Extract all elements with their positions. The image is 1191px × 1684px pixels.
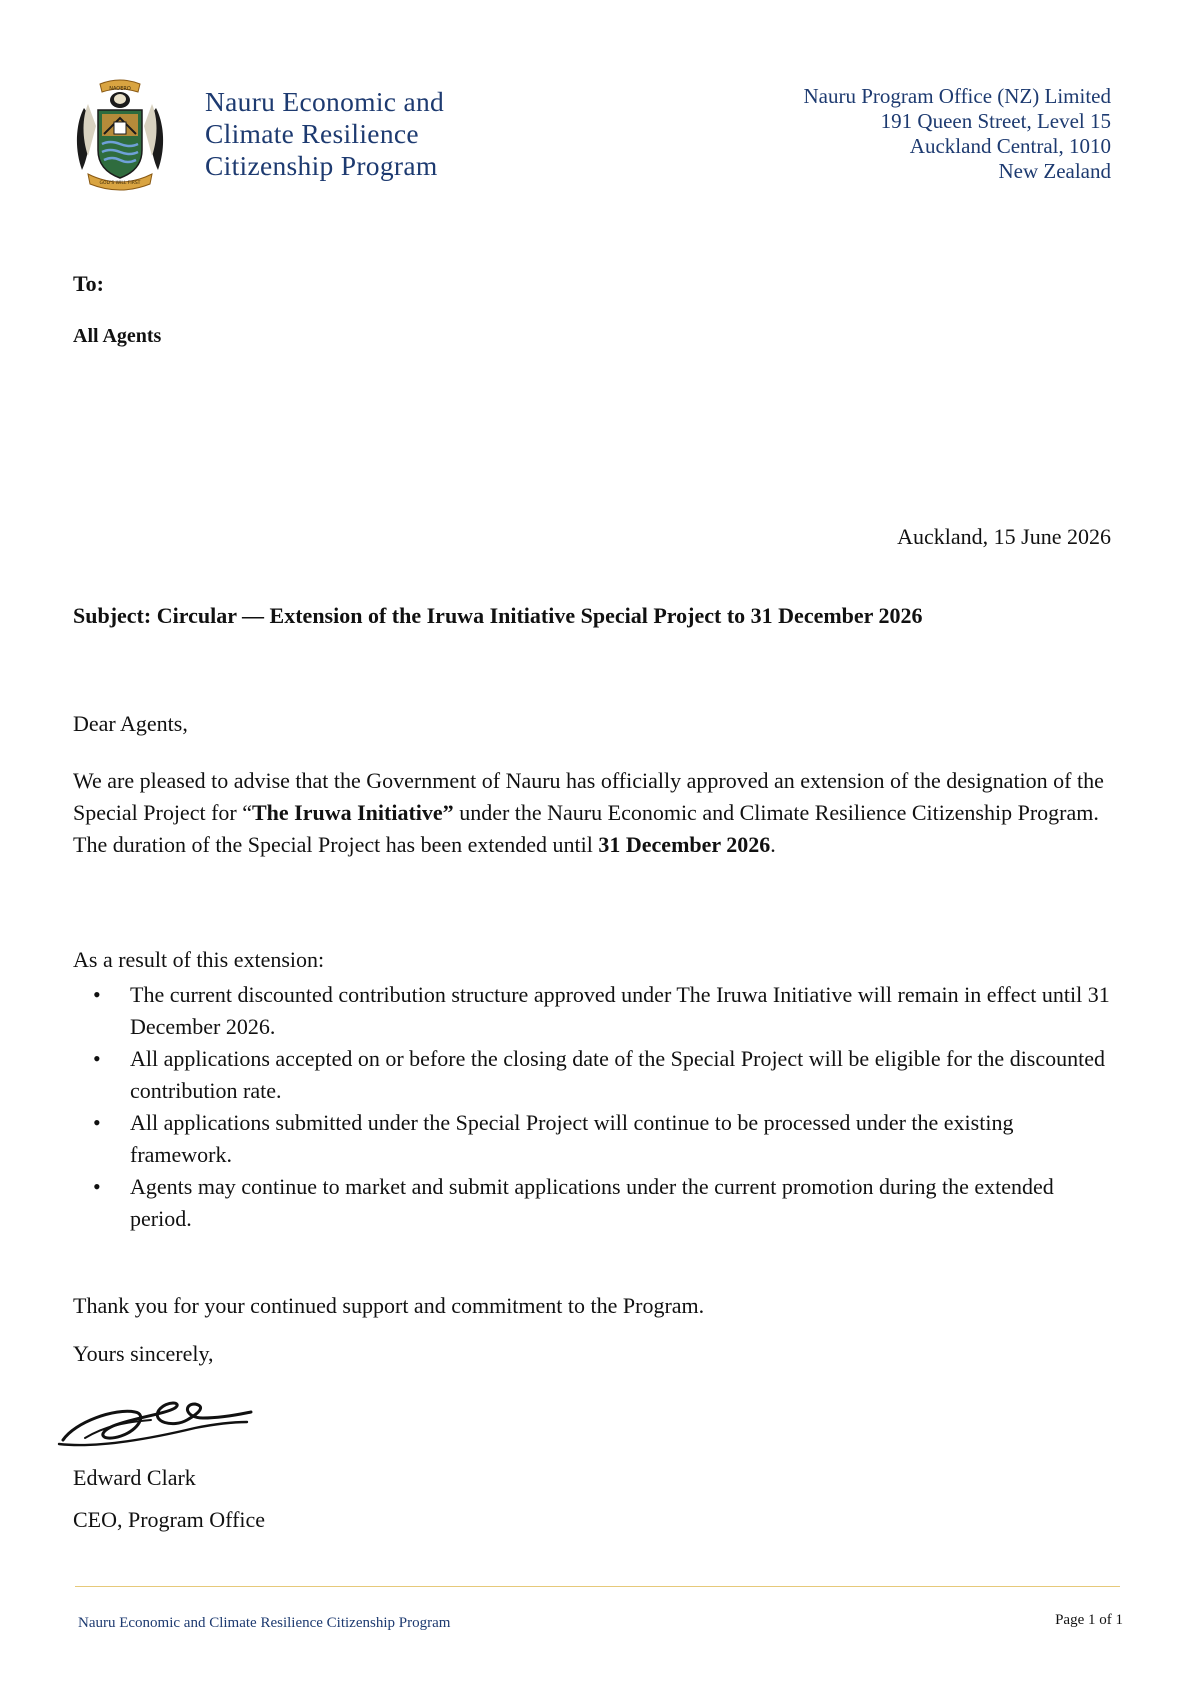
page-number: Page 1 of 1 <box>1055 1612 1123 1628</box>
list-item: • All applications submitted under the Special Project will continue to be processed under the existing framework. <box>73 1107 1118 1171</box>
body-text: . <box>770 832 776 857</box>
subject-line: Subject: Circular — Extension of the Iruwa Initiative Special Project to 31 December 2026 <box>73 603 923 628</box>
closing-line: Yours sincerely, <box>73 1341 214 1366</box>
list-item: • The current discounted contribution structure approved under The Iruwa Initiative will remain in effect until 31 December 2026. <box>73 979 1118 1043</box>
handwritten-signature <box>55 1378 255 1458</box>
bullet-list <box>73 979 1118 1235</box>
office-address-line: 191 Queen Street, Level 15 <box>880 109 1111 133</box>
nauru-emblem-icon <box>74 78 166 194</box>
body-text: under the Nauru Economic and Climate Resilience Citizenship Program. The duration of the Special Project has been extended until <box>73 800 1099 857</box>
project-name: The Iruwa Initiative” <box>252 800 454 825</box>
organization-name <box>205 86 444 182</box>
body-paragraph <box>73 765 1113 861</box>
thanks-line: Thank you for your continued support and commitment to the Program. <box>73 1293 705 1318</box>
emblem-motto-text: GOD'S WILL FIRST <box>99 181 141 186</box>
recipient-label: To: <box>73 271 104 296</box>
organization-name-line: Nauru Economic and <box>205 86 445 117</box>
list-item: • Agents may continue to market and submit applications under the current promotion during the extended period. <box>73 1171 1118 1235</box>
date-line: Auckland, 15 June 2026 <box>897 524 1111 549</box>
office-address <box>803 84 1111 184</box>
office-address-line: Auckland Central, 1010 <box>909 134 1111 158</box>
signer-name: Edward Clark <box>73 1465 196 1490</box>
list-item: • All applications accepted on or before the closing date of the Special Project will be eligible for the discounted contribution rate. <box>73 1043 1118 1107</box>
emblem-top-text: NAOERO <box>109 86 131 92</box>
body-text: We are pleased to advise that the Government of Nauru has officially approved an extension of the designation of the Special Project for “ <box>73 768 1104 825</box>
footer-divider <box>75 1586 1120 1587</box>
list-intro: As a result of this extension: <box>73 947 325 972</box>
organization-name-line: Citizenship Program <box>205 150 438 181</box>
organization-name-line: Climate Resilience <box>205 118 419 149</box>
salutation: Dear Agents, <box>73 711 188 736</box>
signer-title: CEO, Program Office <box>73 1507 266 1532</box>
extension-date: 31 December 2026 <box>598 832 771 857</box>
office-address-line: Nauru Program Office (NZ) Limited <box>803 84 1111 108</box>
office-address-line: New Zealand <box>998 159 1111 183</box>
recipient-value: All Agents <box>73 325 162 347</box>
footer-program-name: Nauru Economic and Climate Resilience Citizenship Program <box>78 1615 451 1631</box>
